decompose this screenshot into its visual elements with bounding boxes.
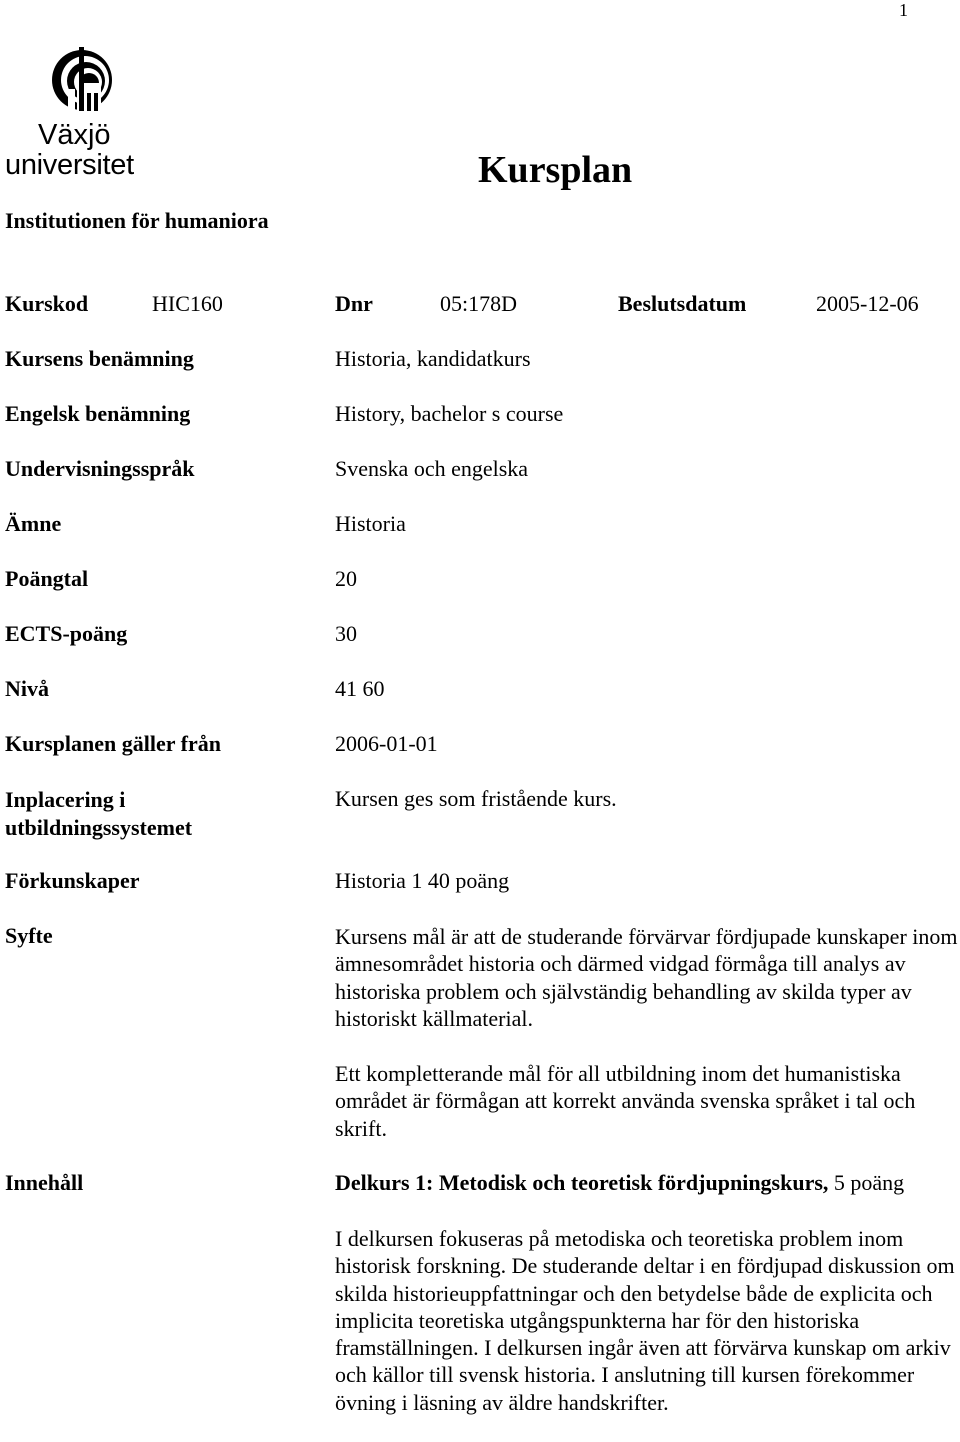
logo-text-universitet: universitet [5, 149, 134, 181]
beslutsdatum-label: Beslutsdatum [618, 291, 747, 316]
ects-value: 30 [335, 621, 357, 646]
page-title: Kursplan [478, 149, 633, 191]
niva-label: Nivå [5, 676, 49, 701]
inplacering-value: Kursen ges som fristående kurs. [335, 786, 617, 811]
university-logo [5, 45, 165, 187]
niva-value: 41 60 [335, 676, 385, 701]
innehall-label: Innehåll [5, 1170, 84, 1195]
inplacering-label [5, 786, 192, 842]
engelsk-benamning-label: Engelsk benämning [5, 401, 191, 426]
delkurs-1-points: 5 poäng [828, 1170, 905, 1195]
forkunskaper-value: Historia 1 40 poäng [335, 868, 510, 893]
delkurs-1-description: I delkursen fokuseras på metodiska och teoretiska problem inom historisk forskning. De studerande deltar i en fördjupad diskussion om skilda historieuppfattningar och den betydelse både de explicita och implicita teoretiska utgångspunkterna har för den historiska framställningen. I delkursen ingår även att förvärva kunskap om arkiv och källor till svensk historia. I anslutning till kursen förekommer övning i läsning av äldre handskrifter. [335, 1226, 955, 1415]
amne-value: Historia [335, 511, 406, 536]
poangtal-value: 20 [335, 566, 357, 591]
page-number: 1 [899, 0, 908, 20]
inplacering-label-line2: utbildningssystemet [5, 815, 193, 840]
ects-label: ECTS-poäng [5, 621, 128, 646]
galler-fran-label: Kursplanen gäller från [5, 731, 221, 756]
amne-label: Ämne [5, 511, 62, 536]
galler-fran-value: 2006-01-01 [335, 731, 438, 756]
institution-heading: Institutionen för humaniora [5, 208, 269, 233]
kurskod-label: Kurskod [5, 291, 89, 316]
engelsk-benamning-value: History, bachelor s course [335, 401, 564, 426]
inplacering-label-line1: Inplacering i [5, 787, 126, 812]
dnr-value: 05:178D [440, 291, 517, 316]
syfte-paragraph-1: Kursens mål är att de studerande förvärvar fördjupade kunskaper inom ämnesområdet historia och därmed vidgad förmåga till analys av historiska problem och självständig behandling av skilda typer av historiskt källmaterial. [335, 924, 958, 1031]
delkurs-1-heading: Delkurs 1: Metodisk och teoretisk fördjupningskurs, [335, 1170, 829, 1195]
kursens-benamning-value: Historia, kandidatkurs [335, 346, 531, 371]
kursens-benamning-label: Kursens benämning [5, 346, 194, 371]
beslutsdatum-value: 2005-12-06 [816, 291, 919, 316]
dnr-label: Dnr [335, 291, 373, 316]
delkurs-1-heading-line [335, 1170, 960, 1196]
forkunskaper-label: Förkunskaper [5, 868, 140, 893]
logo-text-vaxjo: Växjö [38, 119, 111, 151]
undervisningssprak-value: Svenska och engelska [335, 456, 529, 481]
undervisningssprak-label: Undervisningsspråk [5, 456, 195, 481]
syfte-label: Syfte [5, 923, 53, 948]
kurskod-value: HIC160 [152, 291, 223, 316]
syfte-paragraph-2: Ett kompletterande mål för all utbildning inom det humanistiska området är förmågan att korrekt använda svenska språket i tal och skrift. [335, 1061, 916, 1141]
poangtal-label: Poängtal [5, 566, 89, 591]
